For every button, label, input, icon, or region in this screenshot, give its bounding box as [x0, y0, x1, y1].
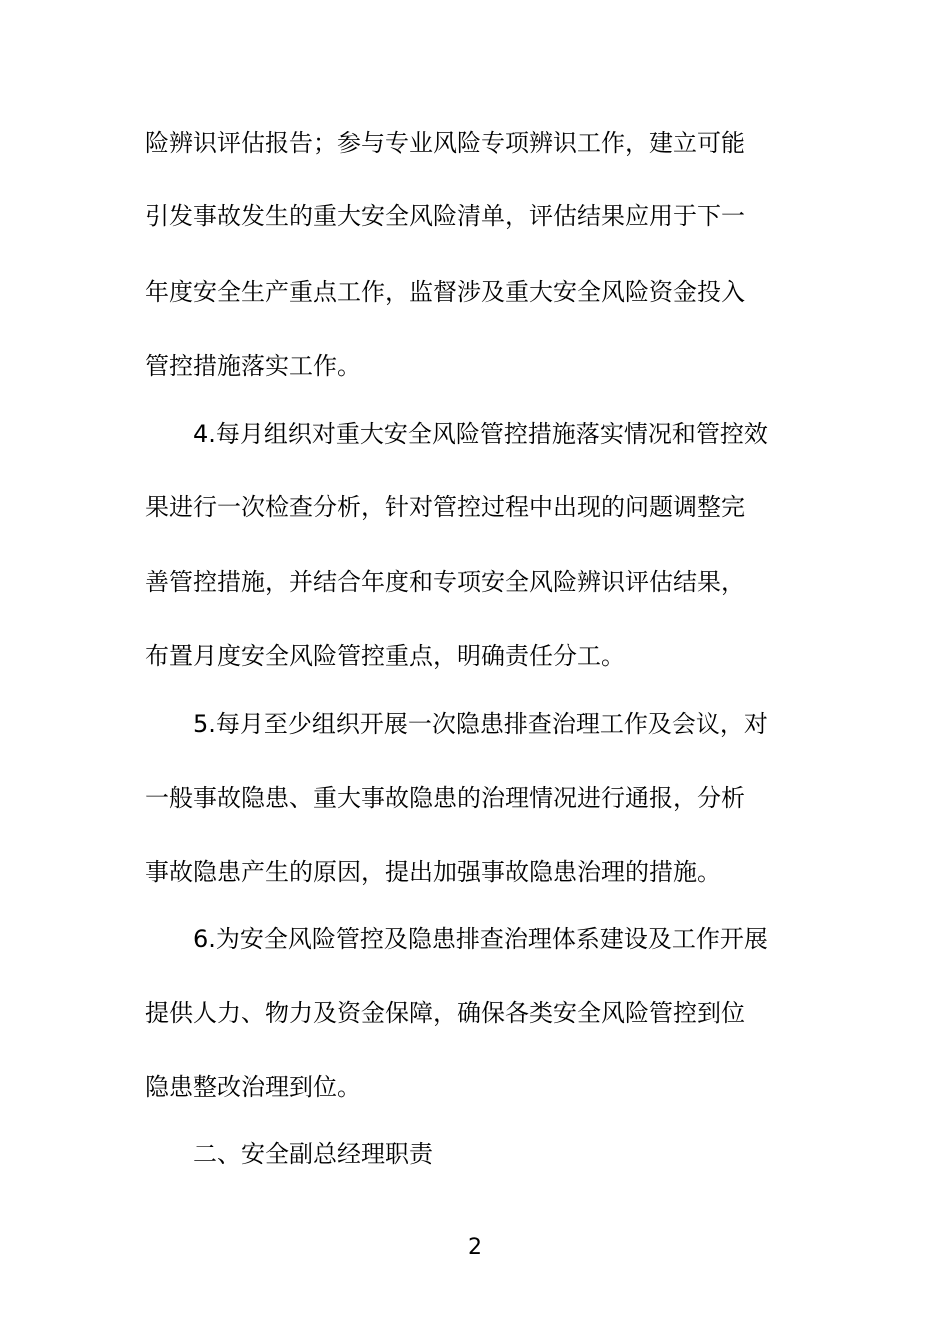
text-line: 险辨识评估报告；参与专业风险专项辨识工作，建立可能: [145, 129, 745, 157]
paragraph-4-first-line: 4.每月组织对重大安全风险管控措施落实情况和管控效: [193, 420, 768, 448]
text-line: 布置月度安全风险管控重点，明确责任分工。: [145, 642, 625, 670]
paragraph-6-first-line: 6.为安全风险管控及隐患排查治理体系建设及工作开展: [193, 925, 768, 953]
paragraph-5-first-line: 5.每月至少组织开展一次隐患排查治理工作及会议，对: [193, 710, 768, 738]
text-line: 管控措施落实工作。: [145, 352, 361, 380]
text-line: 果进行一次检查分析，针对管控过程中出现的问题调整完: [145, 493, 745, 521]
text-line: 引发事故发生的重大安全风险清单，评估结果应用于下一: [145, 202, 745, 230]
text-line: 提供人力、物力及资金保障，确保各类安全风险管控到位: [145, 999, 745, 1027]
text-line: 善管控措施，并结合年度和专项安全风险辨识评估结果，: [145, 568, 745, 596]
text-line: 事故隐患产生的原因，提出加强事故隐患治理的措施。: [145, 858, 721, 886]
text-line: 年度安全生产重点工作，监督涉及重大安全风险资金投入: [145, 278, 745, 306]
section-heading: 二、安全副总经理职责: [193, 1140, 433, 1168]
text-line: 隐患整改治理到位。: [145, 1073, 361, 1101]
page-number: 2: [468, 1235, 482, 1260]
text-line: 一般事故隐患、重大事故隐患的治理情况进行通报，分析: [145, 784, 745, 812]
